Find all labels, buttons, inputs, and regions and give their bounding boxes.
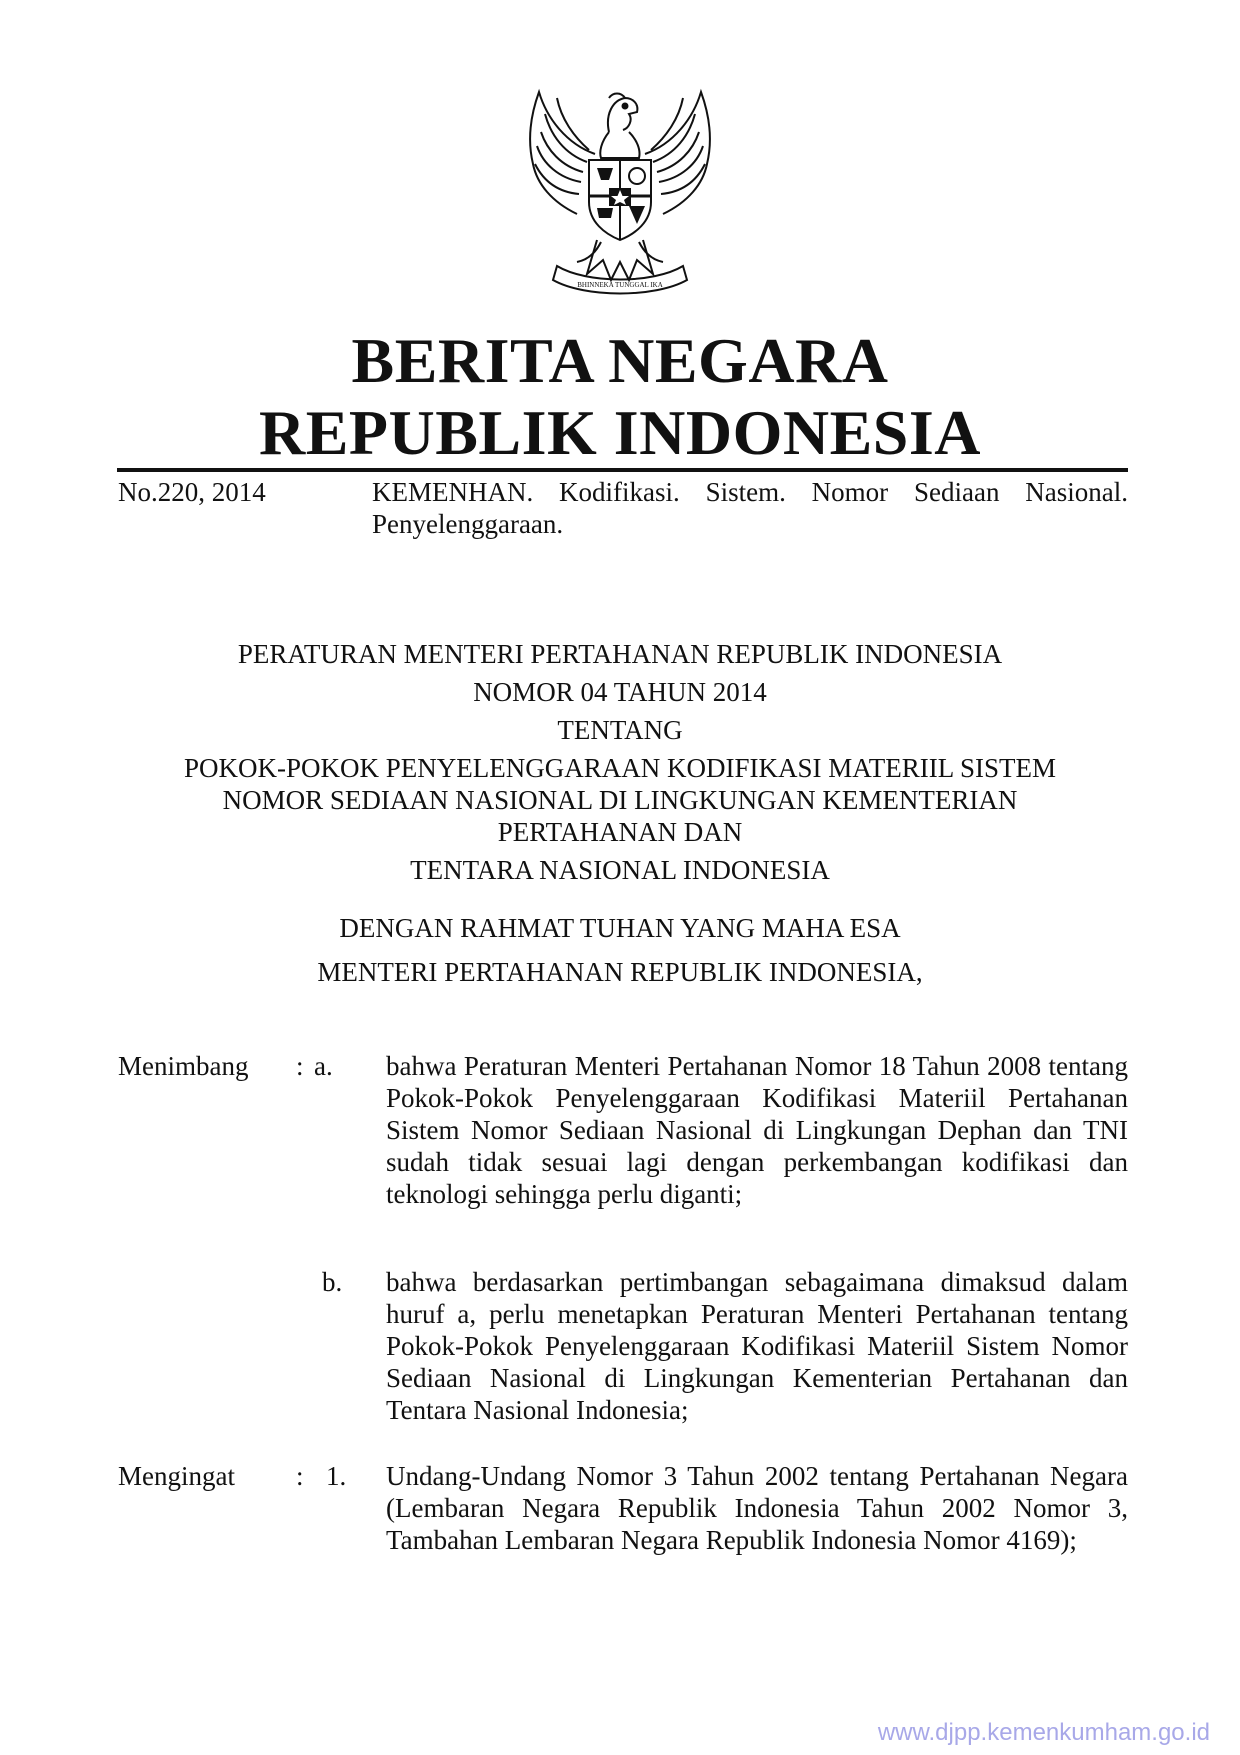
menimbang-item-b-marker: b.: [322, 1267, 343, 1297]
authority-line: MENTERI PERTAHANAN REPUBLIK INDONESIA,: [317, 957, 923, 987]
regulation-title-line-4: TENTARA NASIONAL INDONESIA: [410, 855, 830, 885]
regulation-title-line-1: POKOK-POKOK PENYELENGGARAAN KODIFIKASI MATERIIL SISTEM: [184, 753, 1056, 783]
garuda-emblem-icon: [517, 84, 723, 304]
emblem-motto: BHINNEKA TUNGGAL IKA: [577, 281, 663, 289]
regulation-heading: PERATURAN MENTERI PERTAHANAN REPUBLIK INDONESIA: [237, 639, 1003, 669]
menimbang-item-a-marker: a.: [314, 1051, 333, 1081]
menimbang-label: Menimbang: [118, 1051, 249, 1081]
regulation-tentang: TENTANG: [557, 715, 683, 745]
invocation: DENGAN RAHMAT TUHAN YANG MAHA ESA: [339, 913, 901, 943]
masthead-line-1: BERITA NEGARA: [351, 325, 889, 396]
regulation-title-line-3: PERTAHANAN DAN: [497, 817, 743, 847]
issue-subject: KEMENHAN. Kodifikasi. Sistem. Nomor Sediaan Nasional. Penyelenggaraan.: [372, 477, 1128, 539]
menimbang-item-a-text: bahwa Peraturan Menteri Pertahanan Nomor 18 Tahun 2008 tentang Pokok-Pokok Penyelenggaraan Kodifikasi Materiil Pertahanan Sistem Nomor Sediaan Nasional di Lingkungan Dephan dan TNI sudah tidak sesuai lagi dengan perkembangan kodifikasi dan teknologi sehingga perlu diganti;: [386, 1051, 1128, 1209]
regulation-title-line-2: NOMOR SEDIAAN NASIONAL DI LINGKUNGAN KEMENTERIAN: [222, 785, 1018, 815]
menimbang-colon: :: [296, 1051, 304, 1081]
masthead-divider: [117, 468, 1128, 472]
menimbang-item-b-text: bahwa berdasarkan pertimbangan sebagaimana dimaksud dalam huruf a, perlu menetapkan Peraturan Menteri Pertahanan tentang Pokok-Pokok Penyelenggaraan Kodifikasi Materiil Sistem Nomor Sediaan Nasional di Lingkungan Kementerian Pertahanan dan Tentara Nasional Indonesia;: [386, 1267, 1128, 1425]
mengingat-item-1-marker: 1.: [326, 1461, 347, 1491]
regulation-number: NOMOR 04 TAHUN 2014: [473, 677, 767, 707]
issue-number: No.220, 2014: [118, 477, 266, 507]
mengingat-item-1-text: Undang-Undang Nomor 3 Tahun 2002 tentang Pertahanan Negara (Lembaran Negara Republik Indonesia Tahun 2002 Nomor 3, Tambahan Lembaran Negara Republik Indonesia Nomor 4169);: [386, 1461, 1128, 1555]
mengingat-colon: :: [296, 1461, 304, 1491]
source-watermark: www.djpp.kemenkumham.go.id: [877, 1719, 1210, 1746]
mengingat-label: Mengingat: [118, 1461, 235, 1491]
masthead-line-2: REPUBLIK INDONESIA: [258, 397, 982, 468]
